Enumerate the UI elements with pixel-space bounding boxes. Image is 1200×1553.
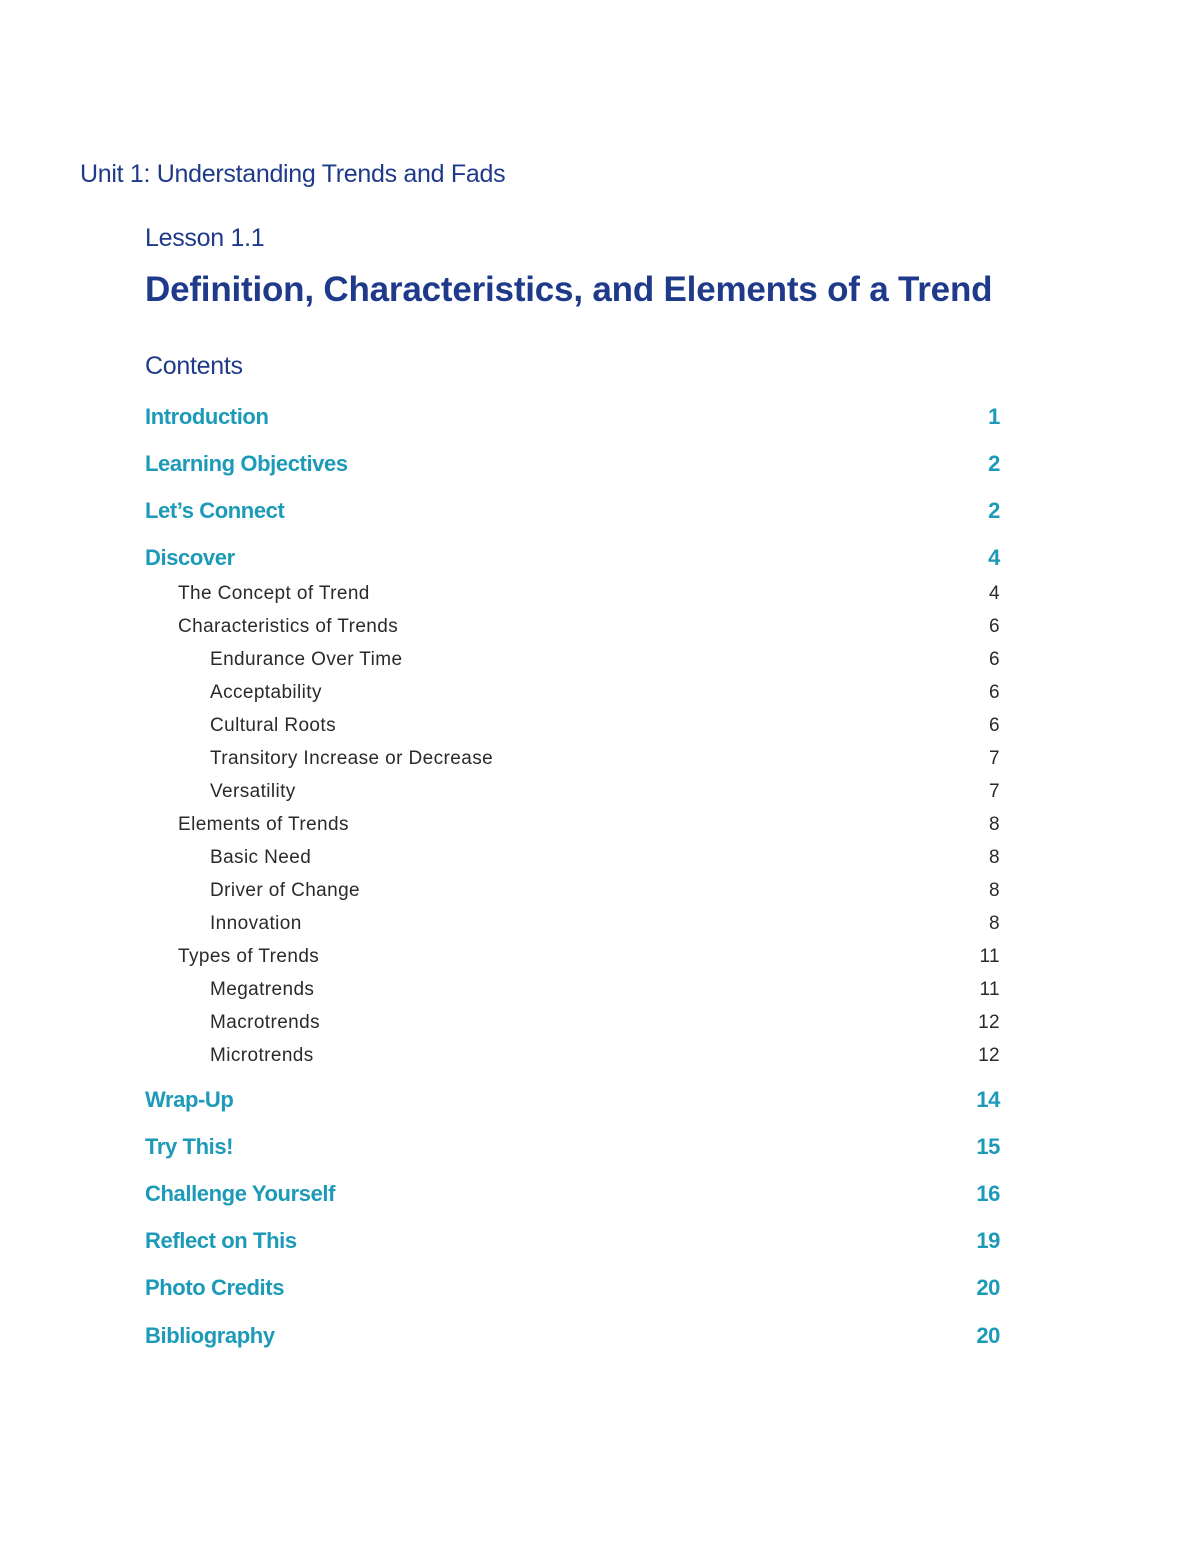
- toc-item-label: Challenge Yourself: [145, 1181, 336, 1206]
- toc-item-label: Reflect on This: [145, 1228, 297, 1253]
- toc-page-number: 8: [989, 847, 1000, 868]
- toc-item-characteristics-of-trends[interactable]: [178, 616, 1000, 638]
- toc-item-types-of-trends[interactable]: [178, 946, 1000, 968]
- toc-item-reflect-on-this[interactable]: [145, 1228, 1000, 1254]
- toc-item-label: Endurance Over Time: [210, 649, 403, 670]
- toc-item-label: Wrap-Up: [145, 1087, 234, 1112]
- toc-item-label: Innovation: [210, 913, 302, 934]
- toc-item-microtrends[interactable]: [210, 1045, 1000, 1067]
- toc-item-endurance-over-time[interactable]: [210, 649, 1000, 671]
- toc-item-label: Bibliography: [145, 1323, 275, 1348]
- toc-item-cultural-roots[interactable]: [210, 715, 1000, 737]
- toc-item-label: The Concept of Trend: [178, 583, 370, 604]
- toc-page-number: 2: [988, 451, 1000, 476]
- toc-page-number: 6: [989, 715, 1000, 736]
- toc-page-number: 6: [989, 616, 1000, 637]
- toc-item-label: Try This!: [145, 1134, 234, 1159]
- toc-item-label: Learning Objectives: [145, 451, 348, 476]
- toc-page-number: 7: [989, 781, 1000, 802]
- toc-page-number: 12: [978, 1012, 1000, 1033]
- toc-page-number: 20: [976, 1275, 1000, 1300]
- toc-page-number: 20: [976, 1323, 1000, 1348]
- toc-item-label: Megatrends: [210, 979, 315, 1000]
- toc-page-number: 12: [978, 1045, 1000, 1066]
- toc-item-transitory-increase-or-decrease[interactable]: [210, 748, 1000, 770]
- toc-page-number: 1: [988, 404, 1000, 429]
- toc-page-number: 8: [989, 880, 1000, 901]
- toc-item-basic-need[interactable]: [210, 847, 1000, 869]
- toc-page-number: 15: [976, 1134, 1000, 1159]
- toc-item-let-s-connect[interactable]: [145, 498, 1000, 524]
- toc-page-number: 14: [976, 1087, 1000, 1112]
- toc-item-label: Acceptability: [210, 682, 322, 703]
- lesson-label: Lesson 1.1: [145, 224, 265, 252]
- toc-item-label: Elements of Trends: [178, 814, 349, 835]
- toc-item-introduction[interactable]: [145, 404, 1000, 430]
- contents-heading: Contents: [145, 352, 243, 380]
- toc-page-number: 4: [988, 545, 1000, 570]
- toc-item-innovation[interactable]: [210, 913, 1000, 935]
- toc-page-number: 8: [989, 913, 1000, 934]
- toc-page-number: 4: [989, 583, 1000, 604]
- toc-page-number: 19: [976, 1228, 1000, 1253]
- toc-item-bibliography[interactable]: [145, 1323, 1000, 1349]
- toc-item-driver-of-change[interactable]: [210, 880, 1000, 902]
- toc-item-label: Transitory Increase or Decrease: [210, 748, 494, 769]
- toc-page-number: 2: [988, 498, 1000, 523]
- toc-item-label: Cultural Roots: [210, 715, 336, 736]
- toc-item-label: Photo Credits: [145, 1275, 285, 1300]
- toc-item-elements-of-trends[interactable]: [178, 814, 1000, 836]
- toc-item-label: Versatility: [210, 781, 296, 802]
- toc-item-challenge-yourself[interactable]: [145, 1181, 1000, 1207]
- toc-page-number: 6: [989, 649, 1000, 670]
- toc-item-versatility[interactable]: [210, 781, 1000, 803]
- unit-title: Unit 1: Understanding Trends and Fads: [80, 160, 506, 188]
- toc-item-try-this[interactable]: [145, 1134, 1000, 1160]
- toc-item-photo-credits[interactable]: [145, 1275, 1000, 1301]
- toc-item-macrotrends[interactable]: [210, 1012, 1000, 1034]
- toc-item-label: Characteristics of Trends: [178, 616, 399, 637]
- toc-item-label: Macrotrends: [210, 1012, 320, 1033]
- toc-item-learning-objectives[interactable]: [145, 451, 1000, 477]
- toc-item-the-concept-of-trend[interactable]: [178, 583, 1000, 605]
- toc-page-number: 11: [979, 979, 1000, 1000]
- toc-item-label: Types of Trends: [178, 946, 320, 967]
- toc-item-discover[interactable]: [145, 545, 1000, 571]
- toc-page-number: 16: [976, 1181, 1000, 1206]
- lesson-title: Definition, Characteristics, and Elements of a Trend: [145, 270, 993, 309]
- toc-item-megatrends[interactable]: [210, 979, 1000, 1001]
- toc-item-acceptability[interactable]: [210, 682, 1000, 704]
- toc-item-label: Basic Need: [210, 847, 312, 868]
- toc-item-label: Introduction: [145, 404, 269, 429]
- toc-item-label: Driver of Change: [210, 880, 361, 901]
- toc-page-number: 7: [989, 748, 1000, 769]
- toc-item-label: Microtrends: [210, 1045, 314, 1066]
- toc-page-number: 11: [979, 946, 1000, 967]
- toc-page-number: 8: [989, 814, 1000, 835]
- toc-item-wrap-up[interactable]: [145, 1087, 1000, 1113]
- toc-item-label: Let’s Connect: [145, 498, 285, 523]
- toc-item-label: Discover: [145, 545, 235, 570]
- toc-page-number: 6: [989, 682, 1000, 703]
